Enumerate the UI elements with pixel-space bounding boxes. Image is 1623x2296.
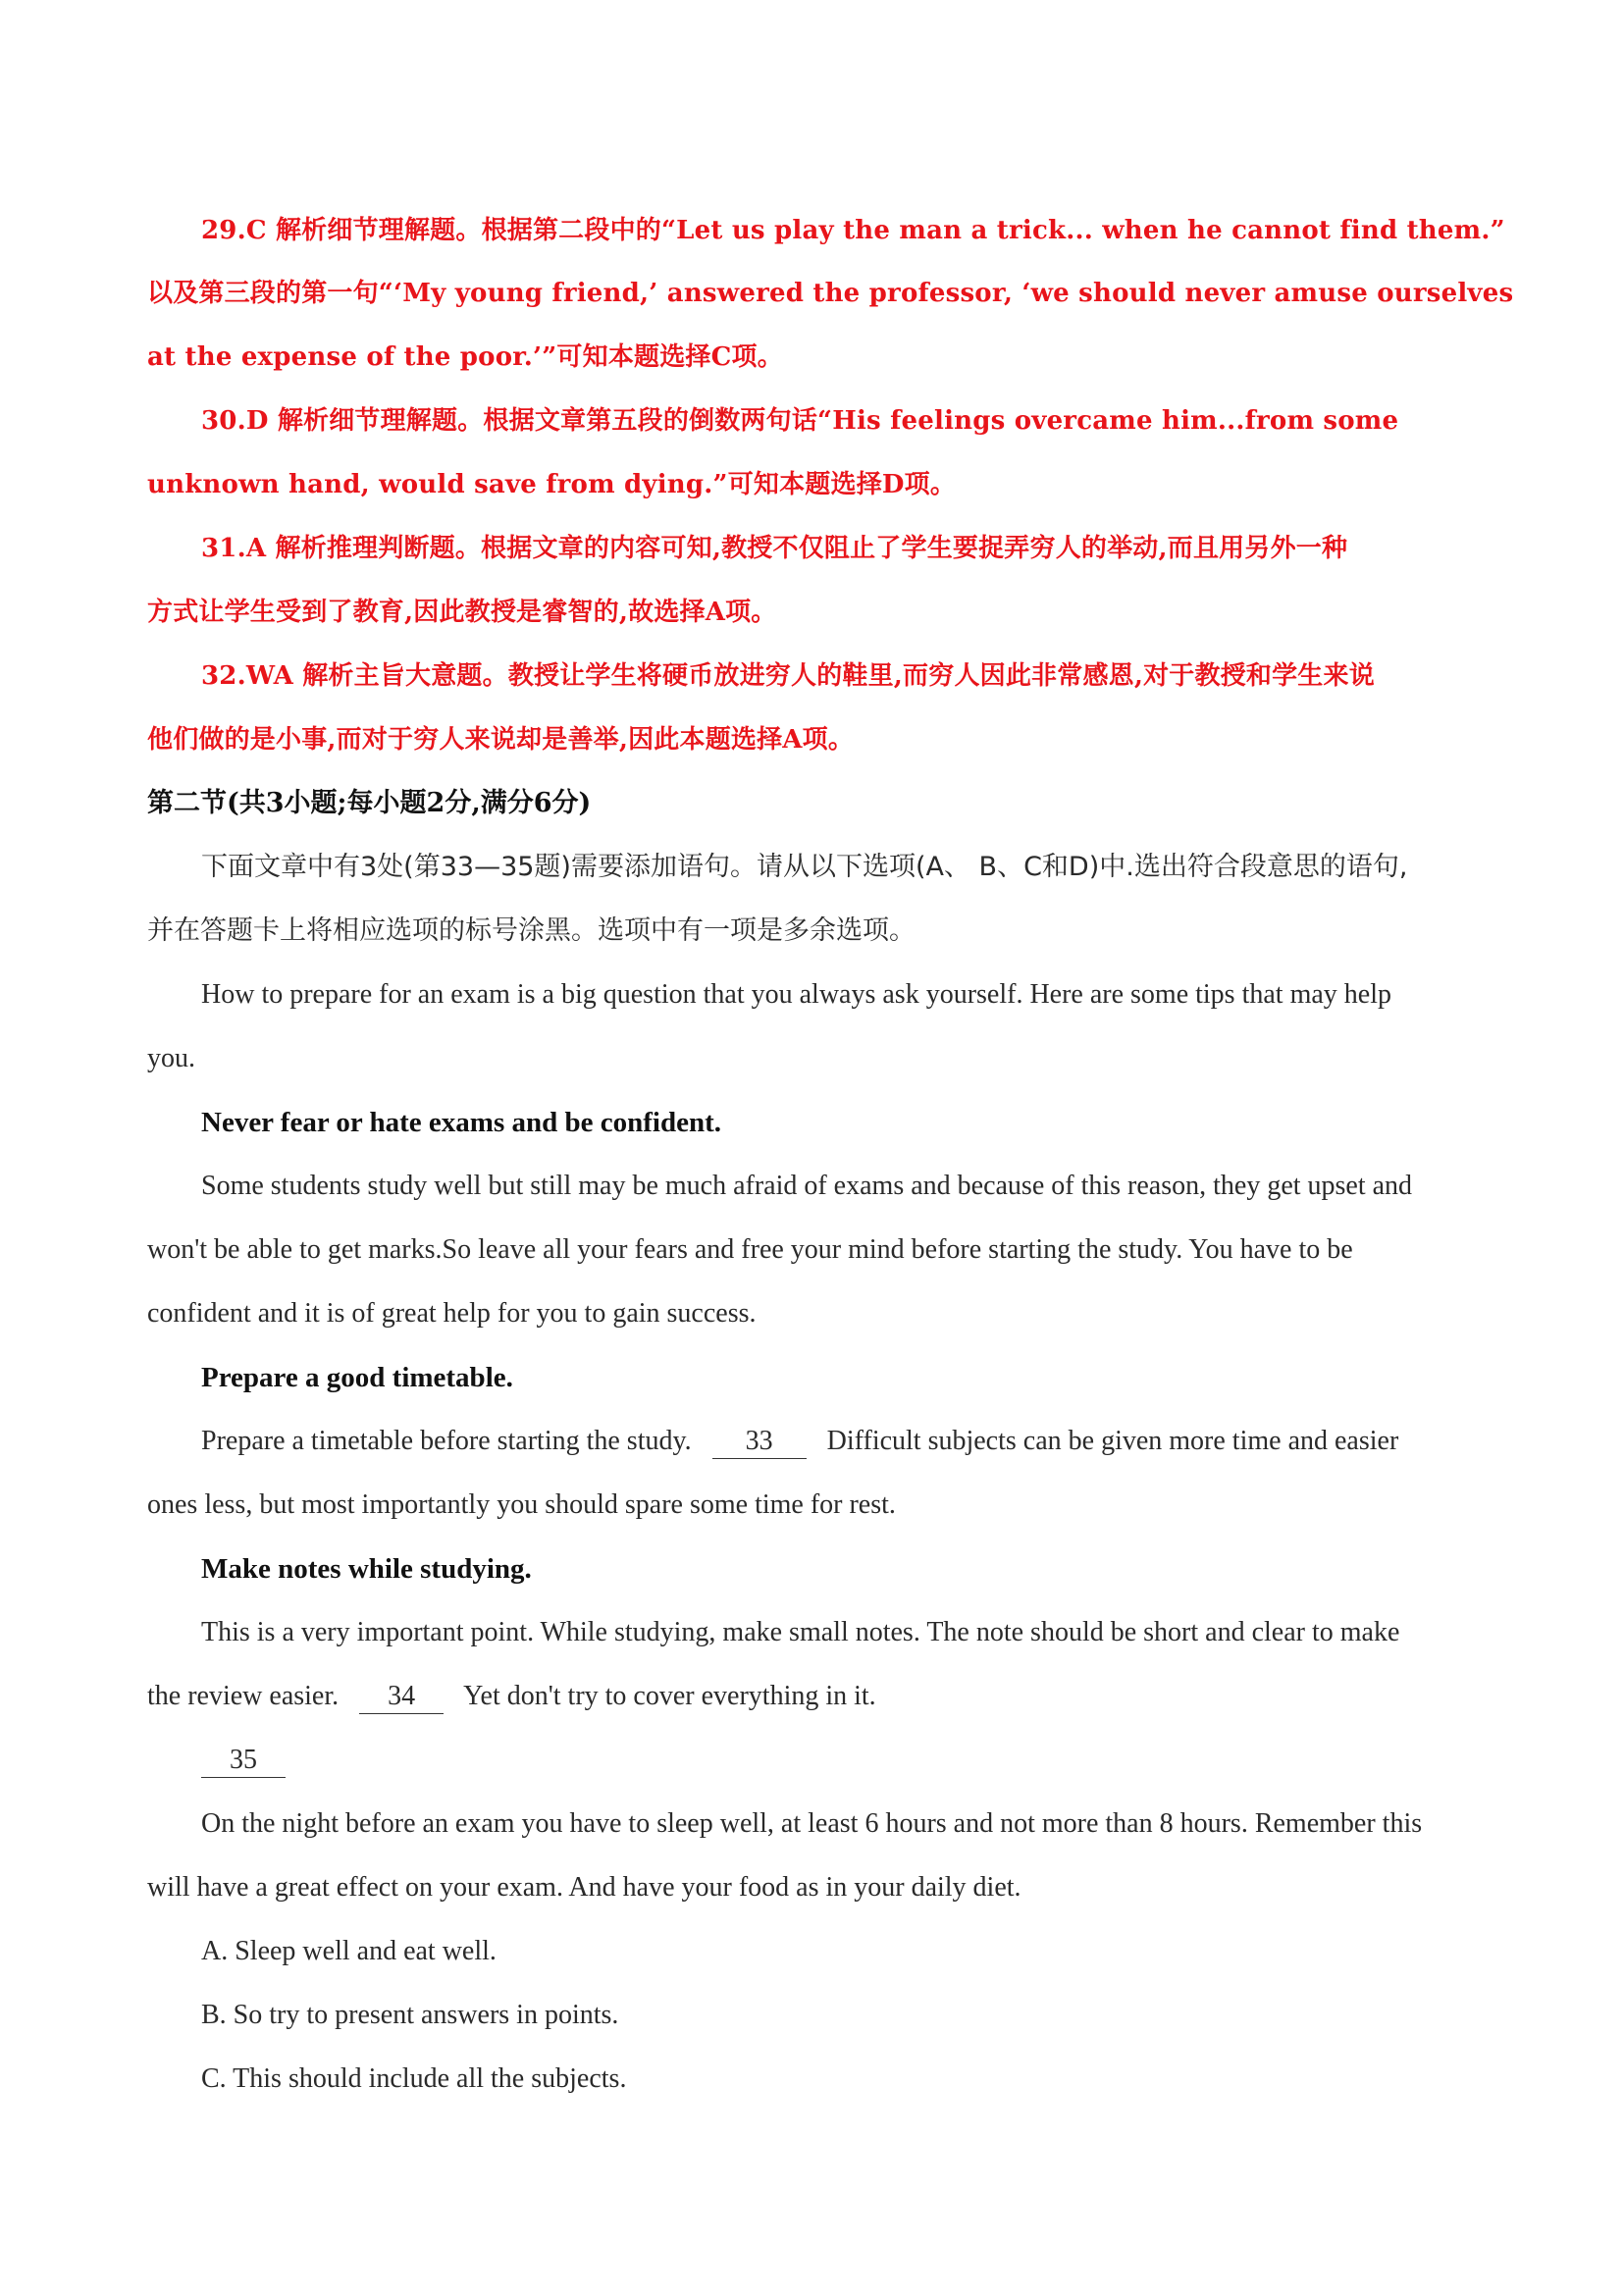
answer-32-line-2: 他们做的是小事,而对于穷人来说却是善举,因此本题选择A项。 [147,725,855,755]
tip-2-line-1-after: Difficult subjects can be given more time and easier [826,1426,1399,1456]
tip-3-heading: Make notes while studying. [201,1553,532,1585]
tip-3-line-2 [147,1677,876,1716]
option-b[interactable]: B. So try to present answers in points. [201,2000,619,2030]
blank-33[interactable]: 33 [712,1425,807,1459]
tip-2-heading: Prepare a good timetable. [201,1362,513,1393]
blank-35[interactable]: 35 [201,1744,286,1778]
tip-2-line-1 [201,1422,1398,1461]
blank-34[interactable]: 34 [359,1680,444,1714]
tip-2-line-2: ones less, but most importantly you should spare some time for rest. [147,1489,896,1520]
answer-31-line-2: 方式让学生受到了教育,因此教授是睿智的,故选择A项。 [147,598,777,627]
instruction-line-1: 下面文章中有3处(第33—35题)需要添加语句。请从以下选项(A、 B、C和D)中.选出符合段意思的语句, [201,852,1408,882]
tip-3-line-2-after: Yet don't try to cover everything in it. [463,1681,876,1711]
blank-35-line [201,1741,286,1780]
passage-intro-line-2: you. [147,1043,195,1073]
section-heading: 第二节(共3小题;每小题2分,满分6分) [147,788,592,818]
answer-31-line-1: 31.A 解析推理判断题。根据文章的内容可知,教授不仅阻止了学生要捉弄穷人的举动,而且用另外一种 [201,534,1348,563]
tip-1-line-2: won't be able to get marks.So leave all your fears and free your mind before starting the study. You have to be [147,1234,1353,1265]
answer-30-line-2: unknown hand, would save from dying.”可知本题选择D项。 [147,470,957,499]
instruction-line-2: 并在答题卡上将相应选项的标号涂黑。选项中有一项是多余选项。 [147,915,916,946]
tip-2-line-1-before: Prepare a timetable before starting the study. [201,1426,692,1456]
option-c[interactable]: C. This should include all the subjects. [201,2063,627,2094]
answer-30-line-1: 30.D 解析细节理解题。根据文章第五段的倒数两句话“His feelings overcame him...from some [201,406,1399,436]
answer-29-line-2: 以及第三段的第一句“‘My young friend,’ answered the professor, ‘we should never amuse ourselves [147,279,1514,308]
tip-4-line-1: On the night before an exam you have to sleep well, at least 6 hours and not more than 8 hours. Remember this [201,1808,1423,1839]
tip-4-line-2: will have a great effect on your exam. And have your food as in your daily diet. [147,1872,1021,1903]
tip-3-line-2-before: the review easier. [147,1681,340,1711]
answer-32-line-1: 32.WA 解析主旨大意题。教授让学生将硬币放进穷人的鞋里,而穷人因此非常感恩,对于教授和学生来说 [201,661,1375,691]
tip-1-line-3: confident and it is of great help for you to gain success. [147,1298,757,1329]
option-a[interactable]: A. Sleep well and eat well. [201,1936,497,1966]
answer-29-line-1: 29.C 解析细节理解题。根据第二段中的“Let us play the man a trick... when he cannot find them.” [201,216,1505,245]
tip-1-line-1: Some students study well but still may be much afraid of exams and because of this reason, they get upset and [201,1171,1413,1201]
passage-intro-line-1: How to prepare for an exam is a big question that you always ask yourself. Here are some tips that may help [201,979,1391,1010]
tip-3-line-1: This is a very important point. While studying, make small notes. The note should be short and clear to make [201,1617,1400,1647]
tip-1-heading: Never fear or hate exams and be confident. [201,1107,721,1138]
answer-29-line-3: at the expense of the poor.’”可知本题选择C项。 [147,342,783,372]
